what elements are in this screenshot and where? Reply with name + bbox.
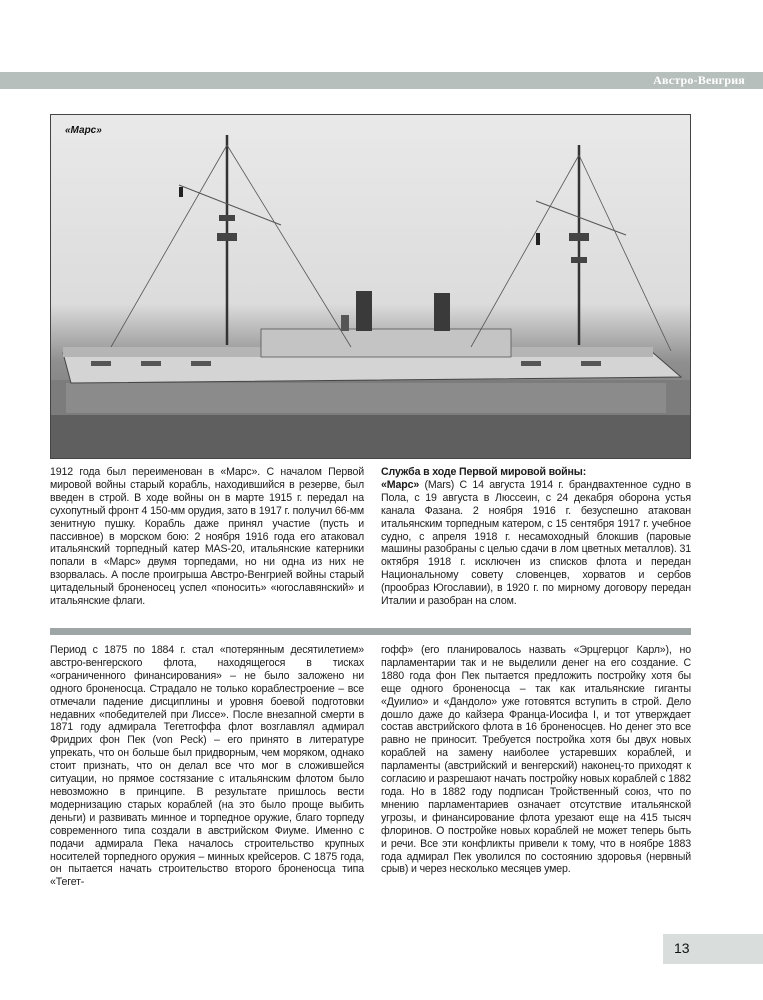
photo-caption: «Марс» bbox=[65, 125, 102, 136]
ship-photo bbox=[50, 114, 691, 459]
text-column-bottom-right bbox=[381, 644, 691, 876]
section-divider bbox=[50, 628, 691, 635]
text-column-top-right bbox=[381, 466, 691, 608]
page-number: 13 bbox=[674, 940, 690, 956]
ship-name: «Марс» bbox=[381, 478, 420, 491]
service-text: (Mars) С 14 августа 1914 г. брандвахтенное судно в Пола, с 19 августа в Люссеин, с 24 декабря оборона устья канала Фазана. 2 ноября 1916 г. безуспешно атакован итальянским торпедным катером, с 15 сентября 1917 г. учебное судно, с апреля 1918 г. несамоходный блокшив (паровые машины разобраны с целью сдачи в лом цветных металлов). 31 октября 1918 г. исключен из списков флота и передан Национальному совету словенцев, хорватов и сербов (прообраз Югославии), в 1920 г. по мирному договору передан Италии и разобран на слом. bbox=[381, 478, 691, 608]
page-number-box bbox=[663, 934, 763, 964]
paragraph-peck-resignation: гофф» (его планировалось назвать «Эрцгерцог Карл»), но парламентарии так и не выделили денег на его создание. С 1880 года фон Пек пытается предложить постройку хотя бы еще одного броненосца – так как итальянские гиганты «Дуилио» и «Дандоло» уже готовятся вступить в строй. Дело дошло даже до кайзера Франца-Иосифа I, и тот утверждает состав австрийского флота в 16 броненосцев. Но денег это все равно не приносит. Требуется постройка хотя бы двух новых кораблей на замену наиболее устаревших кораблей, и парламенты (австрийский и венгерский) наконец-то приходят к согласию и разрешают начать постройку новых кораблей с 1882 года. Но в 1882 году подписан Тройственный союз, что по мнению парламентариев означает отсутствие итальянской угрозы, и финансирование флота урезают еще на 415 тысяч флоринов. О постройке новых кораблей не может теперь быть и речи. Все эти конфликты привели к тому, что в ноябре 1883 года адмирал Пек уволился по состоянию здоровья (нервный срыв) и через несколько месяцев умер. bbox=[381, 644, 691, 876]
ship-photo-illustration bbox=[51, 115, 690, 458]
section-header-bar bbox=[0, 72, 763, 89]
service-paragraph bbox=[381, 466, 691, 608]
paragraph-lost-decade: Период с 1875 по 1884 г. стал «потерянным десятилетием» австро-венгерского флота, находящегося в тисках «ограниченного финансирования» – не было заложено ни одного броненосца. Страдало не только кораблестроение – все отмечали падение дисциплины и уровня боевой подготовки недавних «победителей при Лиссе». После внезапной смерти в 1871 году адмирала Тегетгоффа флот возглавлял адмирал Фридрих фон Пек (von Peck) – его принято в литературе упрекать, что он больше был придворным, чем моряком, однако стоит признать, что он делал все что мог в сложившейся ситуации, но прямое состязание с итальянским флотом было невозможно в принципе. В результате пришлось вести модернизацию старых кораблей (на это было проще выбить деньги) и развивать минное и торпедное оружие, благо торпеду современного типа создали в австрийском Фиуме. Именно с подачи адмирала Пека началось строительство крупных носителей торпедного оружия – минных крейсеров. С 1875 года, он пытается начать строительство второго броненосца типа «Тегет- bbox=[50, 644, 364, 889]
section-title: Австро-Венгрия bbox=[653, 73, 745, 87]
text-column-bottom-left bbox=[50, 644, 364, 889]
paragraph-mars-renaming: 1912 года был переименован в «Марс». С началом Первой мировой войны старый корабль, находившийся в резерве, был введен в строй. В ходе войны он в марте 1915 г. передал на сухопутный фронт 4 150-мм орудия, зато в 1917 г. получил 66-мм зенитную пушку. Корабль даже принял участие (пусть и пассивное) в морском бою: 2 ноября 1916 года его атаковал итальянский торпедный катер MAS-20, итальянские катерники попали в «Марс» двумя торпедами, но ни одна из них не взорвалась. А после проигрыша Австро-Венгрией войны старый цитадельный броненосец успел «поносить» «югославянский» и итальянские флаги. bbox=[50, 466, 364, 608]
text-column-top-left bbox=[50, 466, 364, 608]
service-heading: Служба в ходе Первой мировой войны: bbox=[381, 466, 587, 478]
